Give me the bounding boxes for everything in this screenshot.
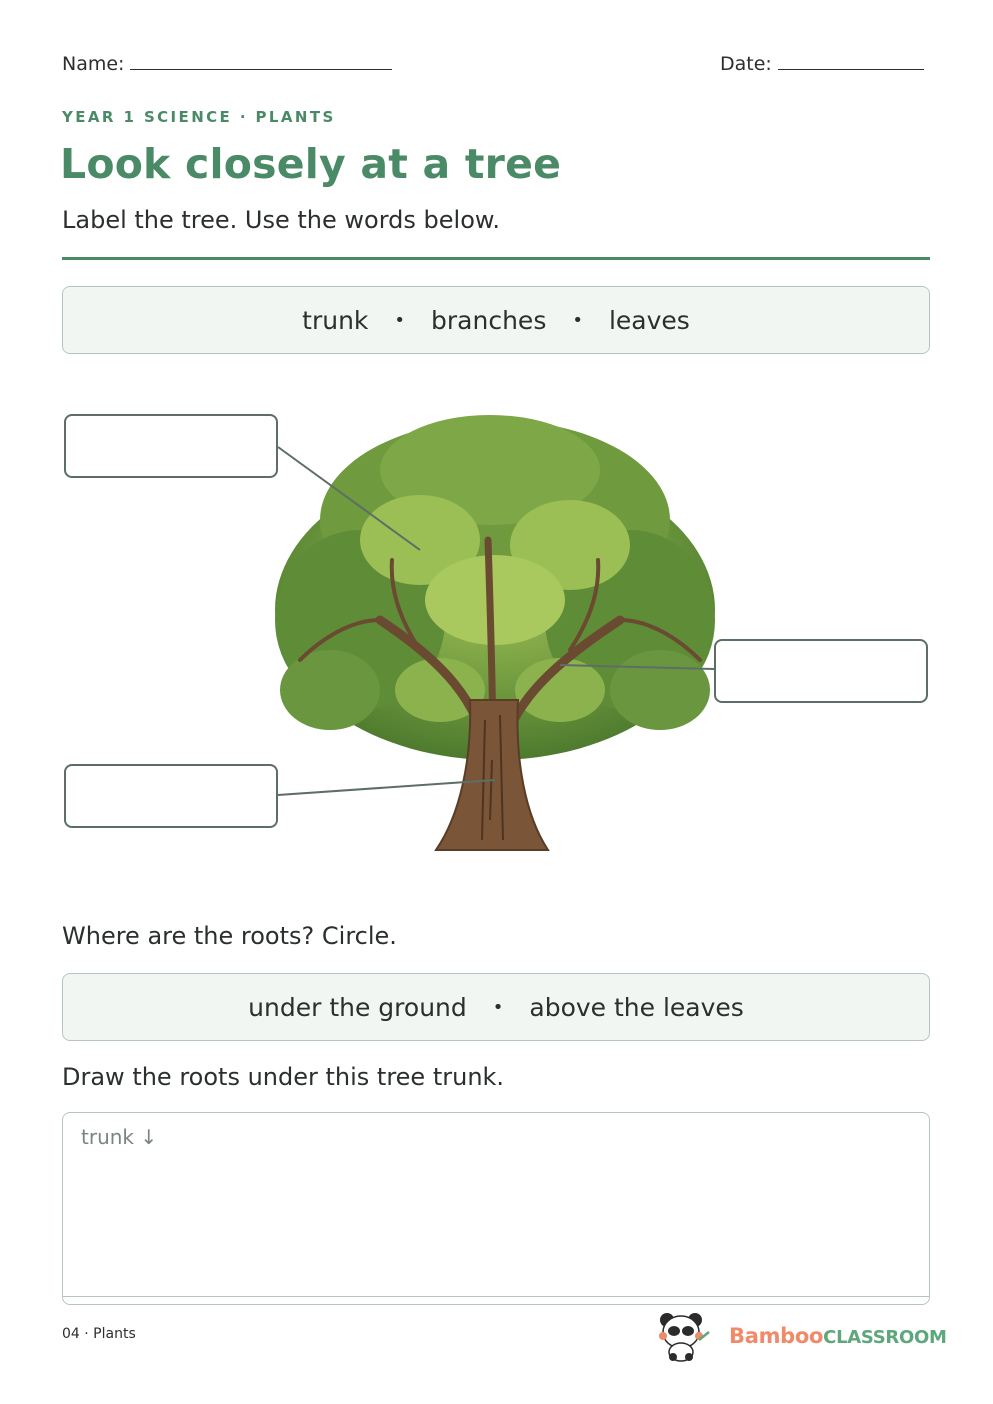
subject-kicker: YEAR 1 SCIENCE · PLANTS [62, 108, 336, 126]
option-separator: • [492, 996, 504, 1018]
brand-name-part1: Bamboo [729, 1324, 824, 1348]
instructions: Label the tree. Use the words below. [62, 206, 500, 234]
word-separator: • [572, 309, 583, 331]
option-above-leaves[interactable]: above the leaves [529, 992, 744, 1022]
page-title: Look closely at a tree [60, 140, 562, 188]
label-box-top[interactable] [64, 414, 278, 478]
brand-logo [655, 1310, 947, 1362]
draw-prompt: Draw the roots under this tree trunk. [62, 1063, 505, 1091]
ground-line [63, 1296, 929, 1298]
option-under-ground[interactable]: under the ground [248, 992, 467, 1022]
panda-mascot-icon [655, 1310, 711, 1362]
tree-illustration [275, 415, 715, 850]
word-leaves[interactable]: leaves [608, 305, 690, 335]
label-box-right[interactable] [714, 639, 928, 703]
word-branches[interactable]: branches [431, 305, 547, 335]
name-label: Name: [62, 53, 125, 75]
label-box-bottom[interactable] [64, 764, 278, 828]
drawing-area[interactable] [62, 1112, 930, 1305]
word-trunk[interactable]: trunk [302, 305, 369, 335]
roots-question: Where are the roots? Circle. [62, 922, 397, 950]
date-label: Date: [720, 53, 772, 75]
roots-options [62, 973, 930, 1041]
page-footer-label: 04 · Plants [62, 1326, 136, 1342]
word-separator: • [394, 309, 406, 331]
trunk-hint: trunk ↓ [81, 1125, 158, 1149]
brand-name-part2: CLASSROOM [823, 1327, 947, 1348]
